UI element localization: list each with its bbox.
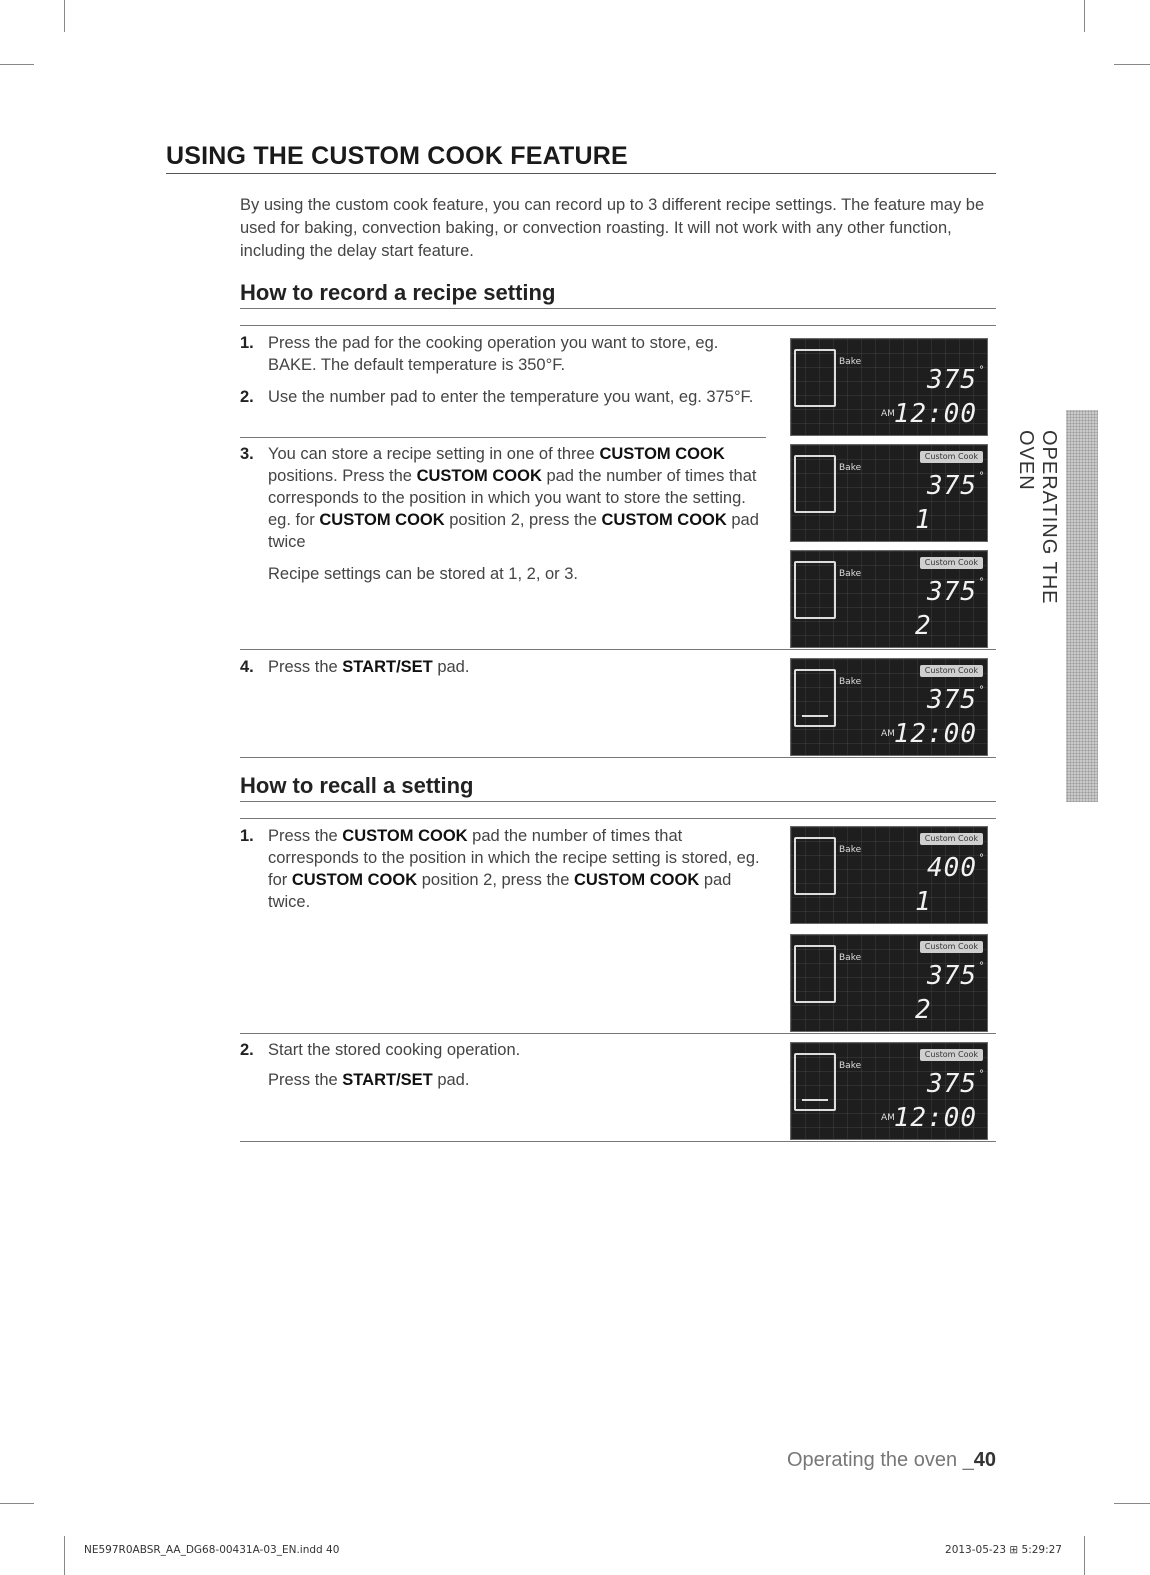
divider: [240, 649, 996, 650]
bake-indicator: Bake: [839, 463, 862, 473]
crop-mark: [1084, 1536, 1085, 1575]
step-number: 2.: [240, 1041, 254, 1059]
temperature-readout: 375: [927, 961, 977, 991]
step-number: 2.: [240, 388, 254, 406]
degree-symbol: °: [979, 577, 984, 588]
oven-icon: [794, 837, 836, 895]
temperature-readout: 375: [927, 365, 977, 395]
oven-icon: [794, 561, 836, 619]
oven-display: [790, 658, 988, 756]
record-step-4: [240, 656, 766, 686]
oven-icon: [794, 1053, 836, 1111]
print-slug-date: 2013-05-23 ⊞ 5:29:27: [945, 1544, 1062, 1556]
crop-mark: [1084, 0, 1085, 32]
degree-symbol: °: [979, 853, 984, 864]
bake-indicator: Bake: [839, 953, 862, 963]
oven-display: [790, 338, 988, 436]
divider: [240, 1141, 996, 1142]
divider: [240, 1033, 996, 1034]
bake-indicator: Bake: [839, 677, 862, 687]
temperature-readout: 375: [927, 1069, 977, 1099]
bake-indicator: Bake: [839, 357, 862, 367]
footer-label: Operating the oven _: [786, 1449, 974, 1471]
degree-symbol: °: [979, 1069, 984, 1080]
custom-cook-indicator: Custom Cook: [920, 451, 983, 463]
crop-mark: [1114, 64, 1150, 65]
bake-indicator: Bake: [839, 845, 862, 855]
custom-cook-indicator: Custom Cook: [920, 1049, 983, 1061]
record-step-3: [240, 443, 766, 593]
record-heading: How to record a recipe setting: [240, 280, 996, 309]
step-text: Press the START/SET pad.: [268, 658, 470, 676]
custom-cook-indicator: Custom Cook: [920, 557, 983, 569]
temperature-readout: 400: [927, 853, 977, 883]
crop-mark: [1114, 1503, 1150, 1504]
oven-display: [790, 1042, 988, 1140]
recall-heading: How to recall a setting: [240, 773, 996, 802]
oven-icon: [794, 349, 836, 407]
crop-mark: [0, 1503, 34, 1504]
clock-readout: 12:00: [893, 719, 977, 749]
divider: [240, 818, 996, 819]
step-number: 3.: [240, 445, 254, 463]
step-text: Press the CUSTOM COOK pad the number of times that corresponds to the position in which the recipe setting is stored, eg. for CUSTOM COOK position 2, press the CUSTOM COOK pad twice.: [268, 827, 760, 911]
custom-cook-indicator: Custom Cook: [920, 941, 983, 953]
custom-cook-indicator: Custom Cook: [920, 665, 983, 677]
divider: [240, 325, 996, 326]
divider: [240, 757, 996, 758]
degree-symbol: °: [979, 961, 984, 972]
position-readout: 2: [915, 995, 931, 1025]
recall-step-2: [240, 1039, 766, 1099]
degree-symbol: °: [979, 365, 984, 376]
degree-symbol: °: [979, 685, 984, 696]
divider: [240, 437, 766, 438]
chapter-tab: [1066, 410, 1098, 802]
position-readout: 1: [915, 505, 931, 535]
degree-symbol: °: [979, 471, 984, 482]
clock-readout: 12:00: [893, 399, 977, 429]
crop-mark: [0, 64, 34, 65]
oven-display: [790, 934, 988, 1032]
chapter-label: OPERATING THE OVEN: [1015, 430, 1060, 605]
step-note: Press the START/SET pad.: [268, 1071, 470, 1089]
am-indicator: AM: [881, 729, 895, 739]
am-indicator: AM: [881, 409, 895, 419]
print-slug-file: NE597R0ABSR_AA_DG68-00431A-03_EN.indd 40: [84, 1544, 340, 1556]
oven-display: [790, 444, 988, 542]
temperature-readout: 375: [927, 577, 977, 607]
clock-readout: 12:00: [893, 1103, 977, 1133]
temperature-readout: 375: [927, 471, 977, 501]
oven-icon: [794, 455, 836, 513]
bake-indicator: Bake: [839, 569, 862, 579]
step-text: Use the number pad to enter the temperature you want, eg. 375°F.: [268, 388, 754, 406]
step-text: Press the pad for the cooking operation you want to store, eg. BAKE. The default temperature is 350°F.: [268, 334, 719, 374]
intro-paragraph: By using the custom cook feature, you can record up to 3 different recipe settings. The feature may be used for baking, convection baking, or convection roasting. It will not work with any other function, including the delay start feature.: [240, 196, 985, 260]
page-number: 40: [973, 1449, 996, 1471]
bake-indicator: Bake: [839, 1061, 862, 1071]
am-indicator: AM: [881, 1113, 895, 1123]
page-footer: [787, 1449, 996, 1472]
crop-mark: [64, 0, 65, 32]
record-step-2: [240, 386, 766, 416]
oven-icon: [794, 669, 836, 727]
crop-mark: [64, 1536, 65, 1575]
record-step-1: [240, 332, 766, 384]
step-text: You can store a recipe setting in one of three CUSTOM COOK positions. Press the CUSTOM COOK pad the number of times that corresponds to the position in which you want to store the setting. eg. for CUSTOM COOK position 2, press the CUSTOM COOK pad twice: [268, 445, 759, 551]
position-readout: 2: [915, 611, 931, 641]
step-note: Recipe settings can be stored at 1, 2, or 3.: [268, 565, 579, 583]
oven-display: [790, 550, 988, 648]
recall-step-1: [240, 825, 766, 921]
position-readout: 1: [915, 887, 931, 917]
step-number: 1.: [240, 827, 254, 845]
step-number: 1.: [240, 334, 254, 352]
step-text: Start the stored cooking operation.: [268, 1041, 521, 1059]
temperature-readout: 375: [927, 685, 977, 715]
step-number: 4.: [240, 658, 254, 676]
page-title: USING THE CUSTOM COOK FEATURE: [166, 142, 996, 174]
custom-cook-indicator: Custom Cook: [920, 833, 983, 845]
oven-icon: [794, 945, 836, 1003]
oven-display: [790, 826, 988, 924]
